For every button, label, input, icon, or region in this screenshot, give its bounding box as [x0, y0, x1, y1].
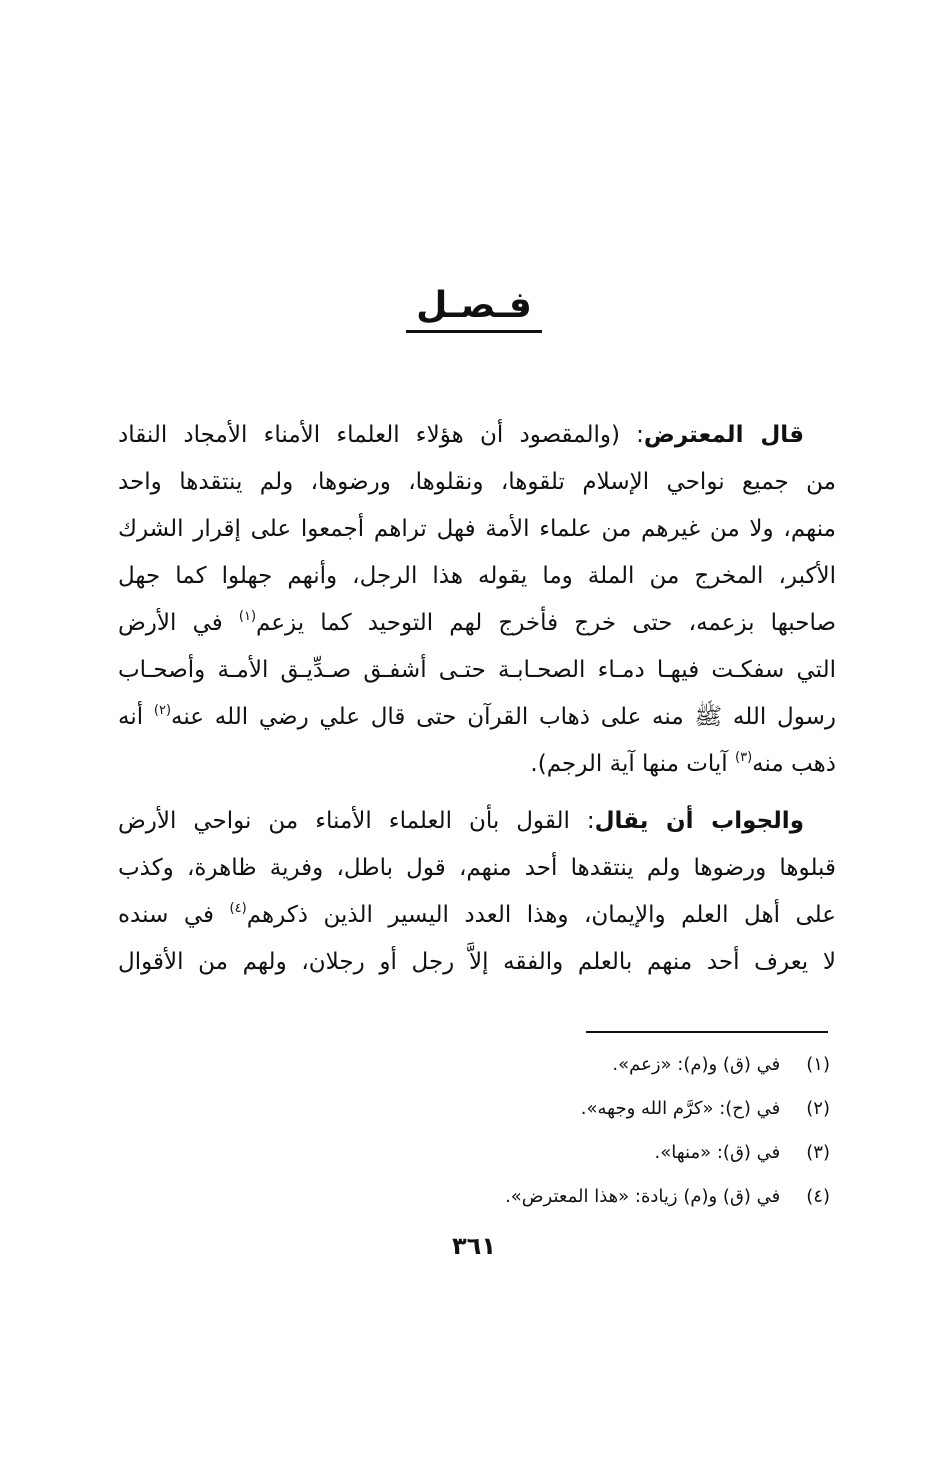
footnote-item — [300, 1131, 830, 1175]
text-line — [118, 694, 836, 741]
footnote-divider — [586, 1031, 828, 1033]
footnotes — [300, 1043, 830, 1219]
text-line — [118, 892, 836, 939]
line-text: آيات منها آية الرجم). — [530, 751, 735, 777]
speaker-label: قال المعترض — [643, 422, 805, 448]
line-text: أنه — [118, 704, 154, 730]
line-text: رسول الله ﷺ منه على ذهاب القرآن حتى قال علي رضي الله عنه — [171, 704, 836, 730]
text-line: قبلوها ورضوها ولم ينتقدها أحد منهم، قول باطل، وفرية ظاهرة، وكذب — [118, 855, 836, 881]
text-line: منهم، ولا من غيرهم من علماء الأمة فهل تراهم أجمعوا على إقرار الشرك — [118, 516, 836, 542]
text-line: الأكبر، المخرج من الملة وما يقوله هذا الرجل، وأنهم جهلوا كما جهل — [118, 563, 836, 589]
footnote-number: (٢) — [806, 1098, 830, 1119]
text-line: من جميع نواحي الإسلام تلقوها، ونقلوها، ورضوها، ولم ينتقدها واحد — [118, 469, 836, 495]
text-line: لا يعرف أحد منهم بالعلم والفقه إلاَّ رجل أو رجلان، ولهم من الأقوال — [118, 949, 836, 975]
footnote-ref[interactable]: (٢) — [153, 703, 172, 718]
line-text: في سنده — [118, 902, 230, 928]
line-text: صاحبها بزعمه، حتى خرج فأخرج لهم التوحيد كما يزعم — [256, 610, 836, 636]
footnote-item — [300, 1087, 830, 1131]
line-text: : (والمقصود أن هؤلاء العلماء الأمناء الأمجاد النقاد — [118, 422, 644, 448]
text-line — [118, 741, 836, 788]
section-title — [0, 282, 948, 330]
footnote-number: (٣) — [806, 1142, 830, 1163]
text-line — [118, 798, 836, 845]
page-number: ٣٦١ — [452, 1232, 496, 1260]
footnote-item — [300, 1175, 830, 1219]
text-line: التي سفكـت فيهـا دمـاء الصحـابـة حتـى أشفـق صـدِّيـق الأمـة وأصحـاب — [118, 657, 836, 683]
footnote-ref[interactable]: (٣) — [735, 750, 753, 765]
line-text: على أهل العلم والإيمان، وهذا العدد اليسير الذين ذكرهم — [246, 902, 836, 928]
line-text: ذهب منه — [752, 751, 836, 777]
footnote-ref[interactable]: (١) — [238, 609, 257, 624]
main-text — [118, 412, 836, 986]
line-text: : القول بأن العلماء الأمناء من نواحي الأرض — [118, 808, 595, 834]
paragraph-gap — [118, 788, 836, 798]
footnote-text: في (ق): «منها». — [654, 1142, 781, 1163]
footnote-text: في (ق) و(م) زيادة: «هذا المعترض». — [505, 1186, 781, 1207]
text-line — [118, 600, 836, 647]
section-title-text: فـصـل — [406, 285, 542, 333]
footnote-ref[interactable]: (٤) — [229, 901, 247, 916]
line-text: في الأرض — [118, 610, 239, 636]
answer-label: والجواب أن يقال — [594, 808, 804, 834]
text-line — [118, 412, 836, 459]
footnote-number: (١) — [806, 1054, 830, 1075]
footnote-text: في (ح): «كرَّم الله وجهه». — [580, 1098, 781, 1119]
footnote-number: (٤) — [806, 1186, 830, 1207]
footnote-text: في (ق) و(م): «زعم». — [612, 1054, 781, 1075]
footnote-item — [300, 1043, 830, 1087]
